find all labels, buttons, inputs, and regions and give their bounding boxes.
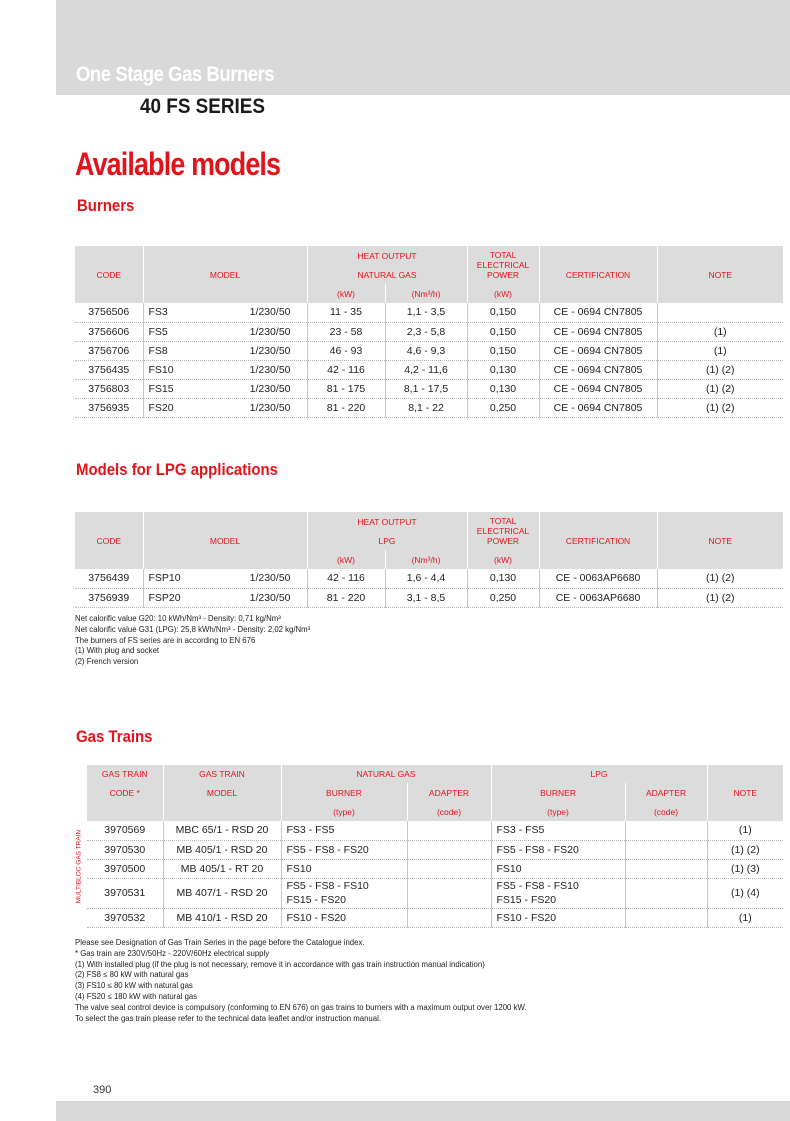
gas-train-note-cell: (1) (4) [707, 878, 783, 908]
power-cell: 0,250 [467, 398, 539, 417]
col-note: NOTE [657, 246, 783, 303]
gas-train-notes [75, 938, 527, 1024]
model-cell [143, 341, 307, 360]
electrical-supply: 1/230/50 [249, 306, 291, 319]
gas-trains-table [87, 765, 783, 928]
gas-train-rows [87, 821, 783, 927]
natural-gas-burner-cell [281, 859, 407, 878]
gt-col-burner-lpg: BURNER [491, 783, 625, 802]
lpg-burner-cell [491, 821, 625, 840]
nm3h-cell: 4,6 - 9,3 [385, 341, 467, 360]
col-heat-output: HEAT OUTPUT [307, 246, 467, 265]
note-line: (2) FS8 ≤ 80 kW with natural gas [75, 970, 189, 980]
gt-col-adapter-code-lpg: (code) [625, 802, 707, 821]
certification-cell: CE - 0694 CN7805 [539, 398, 657, 417]
header-title: One Stage Gas Burners [76, 63, 275, 86]
note-line: (4) FS20 ≤ 180 kW with natural gas [75, 991, 198, 1001]
note-cell: (1) [657, 322, 783, 341]
model-cell [143, 588, 307, 607]
burners-table [75, 246, 783, 418]
burners-rows [75, 303, 783, 417]
gas-train-note-cell: (1) (3) [707, 859, 783, 878]
lpg-col-total-power: TOTAL ELECTRICAL POWER [467, 512, 539, 550]
power-cell: 0,150 [467, 322, 539, 341]
lpg-adapter-cell [625, 878, 707, 908]
table-row [75, 360, 783, 379]
note-cell: (1) (2) [657, 360, 783, 379]
page-title: Available models [75, 146, 281, 182]
burners-heading: Burners [77, 196, 135, 215]
kw-cell: 46 - 93 [307, 341, 385, 360]
gas-train-note-cell: (1) [707, 821, 783, 840]
note-line: To select the gas train please refer to the technical data leaflet and/or instruction manual. [75, 1013, 381, 1023]
lpg-col-code: CODE [75, 512, 143, 569]
gas-train-model-cell: MB 410/1 - RSD 20 [163, 908, 281, 927]
nm3h-cell: 3,1 - 8,5 [385, 588, 467, 607]
note-line: Please see Designation of Gas Train Series in the page before the Catalogue index. [75, 938, 365, 947]
note-line: * Gas train are 230V/50Hz - 220V/60Hz electrical supply [75, 948, 270, 958]
lpg-heading: Models for LPG applications [76, 460, 278, 479]
note-line: The valve seal control device is compulsory (conforming to EN 676) on gas trains to burners with a maximum output over 1200 kW. [75, 1002, 527, 1012]
electrical-supply: 1/230/50 [249, 572, 291, 585]
model-cell [143, 360, 307, 379]
natural-gas-adapter-cell [407, 908, 491, 927]
gas-trains-heading: Gas Trains [76, 727, 153, 746]
col-certification: CERTIFICATION [539, 246, 657, 303]
model-cell [143, 379, 307, 398]
note-cell: (1) (2) [657, 379, 783, 398]
power-cell: 0,250 [467, 588, 539, 607]
model-name: FS10 [148, 363, 174, 376]
lpg-rows [75, 569, 783, 607]
nm3h-cell: 8,1 - 17,5 [385, 379, 467, 398]
series-title: 40 FS SERIES [140, 95, 266, 118]
gas-train-model-cell: MB 407/1 - RSD 20 [163, 878, 281, 908]
electrical-supply: 1/230/50 [249, 363, 291, 376]
natural-gas-burner-cell [281, 840, 407, 859]
power-cell: 0,130 [467, 569, 539, 588]
natural-gas-adapter-cell [407, 859, 491, 878]
electrical-supply: 1/230/50 [249, 344, 291, 357]
lpg-col-certification: CERTIFICATION [539, 512, 657, 569]
lpg-burner-cell [491, 840, 625, 859]
note-line: Net calorific value G31 (LPG): 25,8 kWh/Nm³ - Density: 2,02 kg/Nm³ [75, 624, 311, 634]
model-name: FS3 [148, 306, 168, 319]
code-cell: 3756803 [75, 379, 143, 398]
lpg-col-power-kw: (kW) [467, 550, 539, 569]
col-total-power: TOTAL ELECTRICAL POWER [467, 246, 539, 284]
power-cell: 0,130 [467, 379, 539, 398]
kw-cell: 81 - 220 [307, 588, 385, 607]
gas-train-code-cell: 3970500 [87, 859, 163, 878]
kw-cell: 42 - 116 [307, 360, 385, 379]
table-row [75, 322, 783, 341]
gas-train-code-cell: 3970532 [87, 908, 163, 927]
lpg-adapter-cell [625, 859, 707, 878]
burner-type-line: FS10 - FS20 [286, 911, 347, 924]
burner-type-line: FS5 - FS8 - FS20 [286, 843, 369, 856]
electrical-supply: 1/230/50 [249, 382, 291, 395]
burner-type-line: FS15 - FS20 [286, 894, 347, 906]
gas-train-code-cell: 3970530 [87, 840, 163, 859]
table-row [75, 379, 783, 398]
burner-type-line: FS3 - FS5 [286, 824, 335, 837]
model-name: FS5 [148, 325, 168, 338]
certification-cell: CE - 0694 CN7805 [539, 379, 657, 398]
kw-cell: 81 - 220 [307, 398, 385, 417]
page-number: 390 [93, 1084, 112, 1096]
table-row [75, 569, 783, 588]
natural-gas-burner-cell [281, 821, 407, 840]
code-cell: 3756439 [75, 569, 143, 588]
burner-type-line: FS15 - FS20 [496, 894, 557, 906]
table-row [75, 588, 783, 607]
gas-train-note-cell: (1) (2) [707, 840, 783, 859]
burner-type-line: FS3 - FS5 [496, 824, 545, 837]
certification-cell: CE - 0063AP6680 [539, 569, 657, 588]
natural-gas-adapter-cell [407, 878, 491, 908]
model-name: FSP20 [148, 591, 181, 604]
table-row [87, 821, 783, 840]
nm3h-cell: 8,1 - 22 [385, 398, 467, 417]
table-row [75, 398, 783, 417]
lpg-col-heat-output: HEAT OUTPUT [307, 512, 467, 531]
lpg-burner-cell [491, 908, 625, 927]
code-cell: 3756506 [75, 303, 143, 322]
natural-gas-adapter-cell [407, 821, 491, 840]
model-name: FS20 [148, 401, 174, 414]
note-cell: (1) (2) [657, 398, 783, 417]
model-cell [143, 303, 307, 322]
col-natural-gas: NATURAL GAS [307, 265, 467, 284]
model-name: FS15 [148, 382, 174, 395]
burner-type-line: FS5 - FS8 - FS20 [496, 843, 579, 856]
footer-band [56, 1101, 790, 1121]
gt-col-model-sub: MODEL [163, 783, 281, 802]
note-cell [657, 303, 783, 322]
natural-gas-adapter-cell [407, 840, 491, 859]
table-row [75, 341, 783, 360]
note-line: (2) French version [75, 657, 139, 667]
nm3h-cell: 4,2 - 11,6 [385, 360, 467, 379]
kw-cell: 81 - 175 [307, 379, 385, 398]
gt-col-adapter-code: (code) [407, 802, 491, 821]
gt-col-natural-gas: NATURAL GAS [281, 765, 491, 783]
lpg-col-model: MODEL [143, 512, 307, 569]
table-row [87, 878, 783, 908]
model-cell [143, 398, 307, 417]
table-row [87, 840, 783, 859]
gt-col-burner: BURNER [281, 783, 407, 802]
certification-cell: CE - 0694 CN7805 [539, 360, 657, 379]
table-row [87, 859, 783, 878]
lpg-burner-cell [491, 859, 625, 878]
col-model: MODEL [143, 246, 307, 303]
lpg-adapter-cell [625, 821, 707, 840]
col-power-kw: (kW) [467, 284, 539, 303]
lpg-table [75, 512, 783, 608]
col-nm3h: (Nm³/h) [385, 284, 467, 303]
gt-col-code-sub: CODE * [87, 783, 163, 802]
note-cell: (1) [657, 341, 783, 360]
model-name: FSP10 [148, 572, 181, 585]
note-line: (3) FS10 ≤ 80 kW with natural gas [75, 981, 193, 991]
gas-train-code-cell: 3970569 [87, 821, 163, 840]
burner-type-line: FS5 - FS8 - FS10 [286, 880, 369, 892]
certification-cell: CE - 0694 CN7805 [539, 322, 657, 341]
power-cell: 0,150 [467, 303, 539, 322]
kw-cell: 11 - 35 [307, 303, 385, 322]
col-code: CODE [75, 246, 143, 303]
burner-type-line: FS10 - FS20 [496, 911, 557, 924]
multibloc-side-label: MULTIBLOC GAS TRAIN [75, 829, 83, 904]
nm3h-cell: 2,3 - 5,8 [385, 322, 467, 341]
code-cell: 3756435 [75, 360, 143, 379]
lpg-notes [75, 614, 310, 668]
burner-type-line: FS10 [286, 862, 312, 875]
code-cell: 3756935 [75, 398, 143, 417]
certification-cell: CE - 0694 CN7805 [539, 341, 657, 360]
code-cell: 3756606 [75, 322, 143, 341]
electrical-supply: 1/230/50 [249, 325, 291, 338]
kw-cell: 23 - 58 [307, 322, 385, 341]
note-cell: (1) (2) [657, 588, 783, 607]
lpg-col-note: NOTE [657, 512, 783, 569]
col-kw: (kW) [307, 284, 385, 303]
code-cell: 3756706 [75, 341, 143, 360]
kw-cell: 42 - 116 [307, 569, 385, 588]
nm3h-cell: 1,6 - 4,4 [385, 569, 467, 588]
note-line: The burners of FS series are in according to EN 676 [75, 635, 256, 645]
burner-type-line: FS5 - FS8 - FS10 [496, 880, 579, 892]
model-cell [143, 569, 307, 588]
model-cell [143, 322, 307, 341]
lpg-burner-cell [491, 878, 625, 908]
gt-col-type: (type) [281, 802, 407, 821]
gas-train-model-cell: MBC 65/1 - RSD 20 [163, 821, 281, 840]
code-cell: 3756939 [75, 588, 143, 607]
table-row [87, 908, 783, 927]
lpg-adapter-cell [625, 908, 707, 927]
gas-train-model-cell: MB 405/1 - RSD 20 [163, 840, 281, 859]
lpg-col-lpg: LPG [307, 531, 467, 550]
electrical-supply: 1/230/50 [249, 401, 291, 414]
note-line: (1) With plug and socket [75, 646, 160, 656]
natural-gas-burner-cell [281, 908, 407, 927]
gt-col-model-top: GAS TRAIN [163, 765, 281, 783]
gas-train-model-cell: MB 405/1 - RT 20 [163, 859, 281, 878]
note-line: Net calorific value G20: 10 kWh/Nm³ - Density: 0,71 kg/Nm³ [75, 614, 281, 623]
lpg-col-nm3h: (Nm³/h) [385, 550, 467, 569]
gt-col-adapter: ADAPTER [407, 783, 491, 802]
gas-train-note-cell: (1) [707, 908, 783, 927]
model-name: FS8 [148, 344, 168, 357]
note-line: (1) With installed plug (if the plug is not necessary, remove it in accordance with gas train instruction manual indication) [75, 959, 485, 969]
gt-col-adapter-lpg: ADAPTER [625, 783, 707, 802]
gt-col-lpg: LPG [491, 765, 707, 783]
power-cell: 0,130 [467, 360, 539, 379]
power-cell: 0,150 [467, 341, 539, 360]
gt-col-note: NOTE [707, 765, 783, 821]
note-cell: (1) (2) [657, 569, 783, 588]
gt-col-code-top: GAS TRAIN [87, 765, 163, 783]
nm3h-cell: 1,1 - 3,5 [385, 303, 467, 322]
natural-gas-burner-cell [281, 878, 407, 908]
gas-train-code-cell: 3970531 [87, 878, 163, 908]
lpg-col-kw: (kW) [307, 550, 385, 569]
certification-cell: CE - 0063AP6680 [539, 588, 657, 607]
table-row [75, 303, 783, 322]
burner-type-line: FS10 [496, 862, 522, 875]
lpg-adapter-cell [625, 840, 707, 859]
gt-col-type-lpg: (type) [491, 802, 625, 821]
certification-cell: CE - 0694 CN7805 [539, 303, 657, 322]
electrical-supply: 1/230/50 [249, 591, 291, 604]
